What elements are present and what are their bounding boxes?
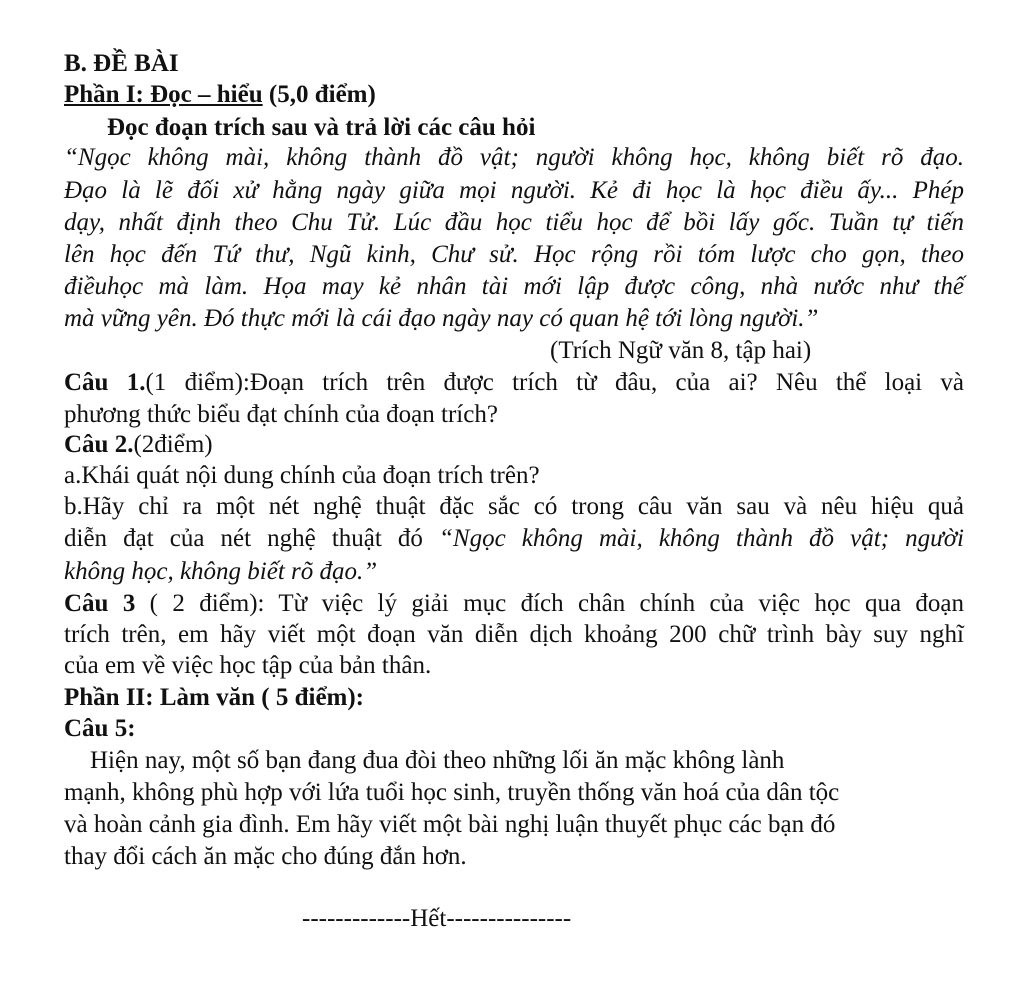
question-2b-quote-end: không học, không biết rõ đạo.”	[64, 558, 378, 585]
question-2b-line-1: b.Hãy chỉ ra một nét nghệ thuật đặc sắc có trong câu văn sau và nêu hiệu quả	[64, 493, 964, 520]
question-2a: a.Khái quát nội dung chính của đoạn trích trên?	[64, 462, 540, 489]
essay-prompt-line: mạnh, không phù hợp với lứa tuổi học sinh, truyền thống văn hoá của dân tộc	[64, 779, 840, 806]
passage-line: dạy, nhất định theo Chu Tử. Lúc đầu học tiểu học để bồi lấy gốc. Tuần tự tiến	[64, 209, 964, 236]
question-2b-text: diễn đạt của nét nghệ thuật đó	[64, 525, 440, 552]
question-2b-line-2	[64, 524, 964, 554]
part1-score: (5,0 điểm)	[262, 81, 376, 108]
question-1-line-1	[64, 368, 964, 398]
essay-prompt-line: và hoàn cảnh gia đình. Em hãy viết một bài nghị luận thuyết phục các bạn đó	[64, 811, 836, 838]
question-2b-quote: “Ngọc không mài, không thành đồ vật; người	[439, 525, 965, 552]
instruction: Đọc đoạn trích sau và trả lời các câu hỏi	[107, 114, 536, 141]
question-2-heading	[64, 430, 213, 460]
section-title: B. ĐỀ BÀI	[64, 50, 179, 77]
question-3-line-3: của em về việc học tập của bản thân.	[64, 652, 432, 679]
question-1-label: Câu 1.	[64, 369, 146, 396]
question-5-label: Câu 5:	[64, 715, 136, 742]
question-3-label: Câu 3	[64, 590, 136, 617]
question-3-line-2: trích trên, em hãy viết một đoạn văn diễn dịch khoảng 200 chữ trình bày suy nghĩ	[64, 621, 964, 648]
part2-title: Phần II: Làm văn ( 5 điểm):	[64, 684, 365, 711]
question-2-label: Câu 2.	[64, 431, 134, 458]
question-2-score: (2điểm)	[133, 431, 213, 458]
part1-heading	[64, 80, 376, 110]
question-1-text: (1 điểm):Đoạn trích trên được trích từ đâu, của ai? Nêu thể loại và	[145, 369, 964, 396]
essay-prompt-line: Hiện nay, một số bạn đang đua đòi theo những lối ăn mặc không lành	[90, 747, 785, 774]
passage-line: điềuhọc mà làm. Họa may kẻ nhân tài mới lập được công, nhà nước như thế	[64, 273, 964, 300]
end-marker: -------------Hết---------------	[302, 905, 572, 932]
passage-line: mà vững yên. Đó thực mới là cái đạo ngày nay có quan hệ tới lòng người.”	[64, 305, 819, 332]
passage-line: “Ngọc không mài, không thành đồ vật; người không học, không biết rõ đạo.	[64, 144, 964, 171]
passage-source: (Trích Ngữ văn 8, tập hai)	[550, 337, 812, 364]
part1-title: Phần I: Đọc – hiểu	[64, 81, 263, 108]
question-3-text: ( 2 điểm): Từ việc lý giải mục đích chân chính của việc học qua đoạn	[135, 590, 964, 617]
question-3-line-1	[64, 589, 964, 619]
passage-line: lên học đến Tứ thư, Ngũ kinh, Chư sử. Học rộng rồi tóm lược cho gọn, theo	[64, 241, 964, 268]
essay-prompt-line: thay đổi cách ăn mặc cho đúng đắn hơn.	[64, 843, 467, 870]
question-1-line-2: phương thức biểu đạt chính của đoạn trích?	[64, 401, 498, 428]
passage-line: Đạo là lẽ đối xử hằng ngày giữa mọi người. Kẻ đi học là học điều ấy... Phép	[64, 177, 964, 204]
